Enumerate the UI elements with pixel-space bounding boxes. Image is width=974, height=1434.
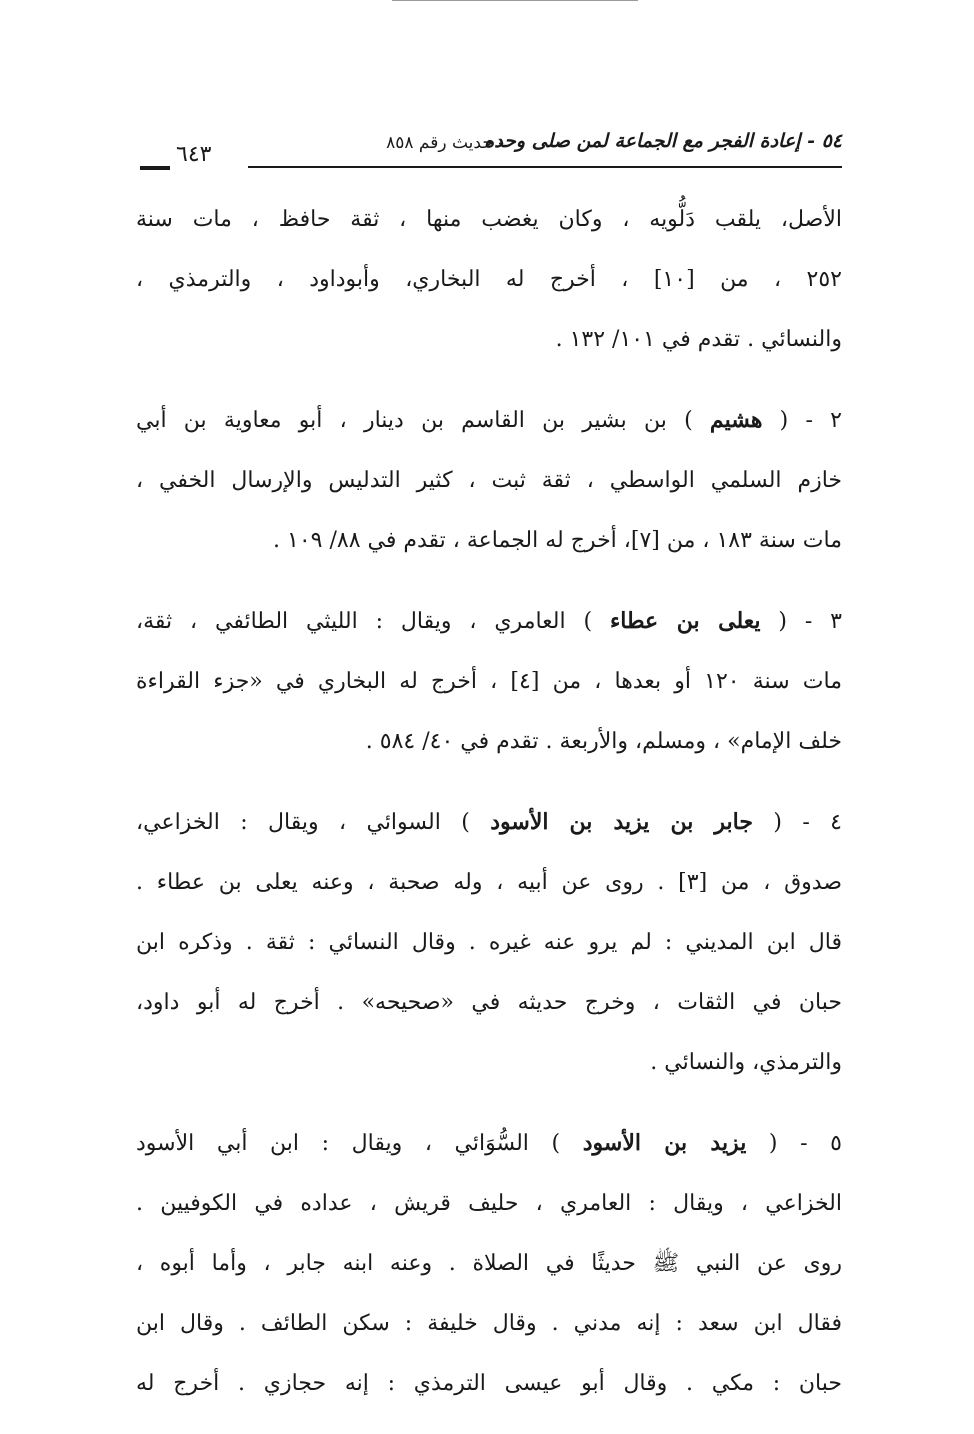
page-number: ٦٤٣ xyxy=(176,142,212,167)
text-line: حبان : مكي . وقال أبو عيسى الترمذي : إنه حجازي . أخرج له xyxy=(136,1371,842,1396)
paragraph-narrator-4 xyxy=(136,792,842,1093)
text-line: الخزاعي ، ويقال : العامري ، حليف قريش ، عداده في الكوفيين . xyxy=(136,1191,842,1216)
narrator-name: يعلى بن عطاء xyxy=(609,608,761,634)
top-rule xyxy=(392,0,638,1)
text-line: ٤ - ( جابر بن يزيد بن الأسود ) السوائي ، ويقال : الخزاعي، xyxy=(136,809,842,835)
text-line: والنسائي . تقدم في ١٠١/ ١٣٢ . xyxy=(555,327,842,352)
text-line: ٣ - ( يعلى بن عطاء ) العامري ، ويقال : الليثي الطائفي ، ثقة، xyxy=(136,608,842,634)
narrator-name: جابر بن يزيد بن الأسود xyxy=(490,809,753,835)
text-line: ٥ - ( يزيد بن الأسود ) السُّوَائي ، ويقال : ابن أبي الأسود xyxy=(136,1130,842,1156)
text-line: حبان في الثقات ، وخرج حديثه في «صحيحه» . أخرج له أبو داود، xyxy=(136,990,842,1015)
paragraph-continuation xyxy=(136,190,842,370)
text-line: قال ابن المديني : لم يرو عنه غيره . وقال النسائي : ثقة . وذكره ابن xyxy=(136,930,842,955)
chapter-title: ٥٤ - إعادة الفجر مع الجماعة لمن صلى وحده xyxy=(484,130,842,152)
text-line: صدوق ، من [٣] . روى عن أبيه ، وله صحبة ، وعنه يعلى بن عطاء . xyxy=(136,870,842,895)
paragraph-narrator-5 xyxy=(136,1113,842,1414)
text-line: مات سنة ١٢٠ أو بعدها ، من [٤] ، أخرج له البخاري في «جزء القراءة xyxy=(136,669,842,694)
text-line: خلف الإمام» ، ومسلم، والأربعة . تقدم في ٤٠/ ٥٨٤ . xyxy=(365,729,842,754)
page-number-rule xyxy=(140,166,170,170)
text-line: مات سنة ١٨٣ ، من [٧]، أخرج له الجماعة ، تقدم في ٨٨/ ١٠٩ . xyxy=(273,528,842,553)
text-line: ٢٥٢ ، من [١٠] ، أخرج له البخاري، وأبوداود ، والترمذي ، xyxy=(136,267,842,292)
text-line: والترمذي، والنسائي . xyxy=(650,1050,842,1075)
text-line: روى عن النبي ﷺ حديثًا في الصلاة . وعنه ابنه جابر ، وأما أبوه ، xyxy=(136,1251,842,1276)
text-line: الأصل، يلقب دَلُّويه ، وكان يغضب منها ، ثقة حافظ ، مات سنة xyxy=(136,207,842,232)
paragraph-narrator-2 xyxy=(136,390,842,571)
running-header xyxy=(140,130,842,174)
narrator-name: يزيد بن الأسود xyxy=(582,1130,747,1156)
header-rule xyxy=(248,166,842,168)
text-line: خازم السلمي الواسطي ، ثقة ثبت ، كثير التدليس والإرسال الخفي ، xyxy=(136,468,842,493)
narrator-name: هشيم xyxy=(709,407,763,433)
text-line: ٢ - ( هشيم ) بن بشير بن القاسم بن دينار ، أبو معاوية بن أبي xyxy=(136,407,842,433)
hadith-number: - حديث رقم ٨٥٨ xyxy=(386,133,504,153)
page-body xyxy=(136,190,842,1434)
text-line: فقال ابن سعد : إنه مدني . وقال خليفة : سكن الطائف . وقال ابن xyxy=(136,1311,842,1336)
paragraph-narrator-3 xyxy=(136,591,842,772)
